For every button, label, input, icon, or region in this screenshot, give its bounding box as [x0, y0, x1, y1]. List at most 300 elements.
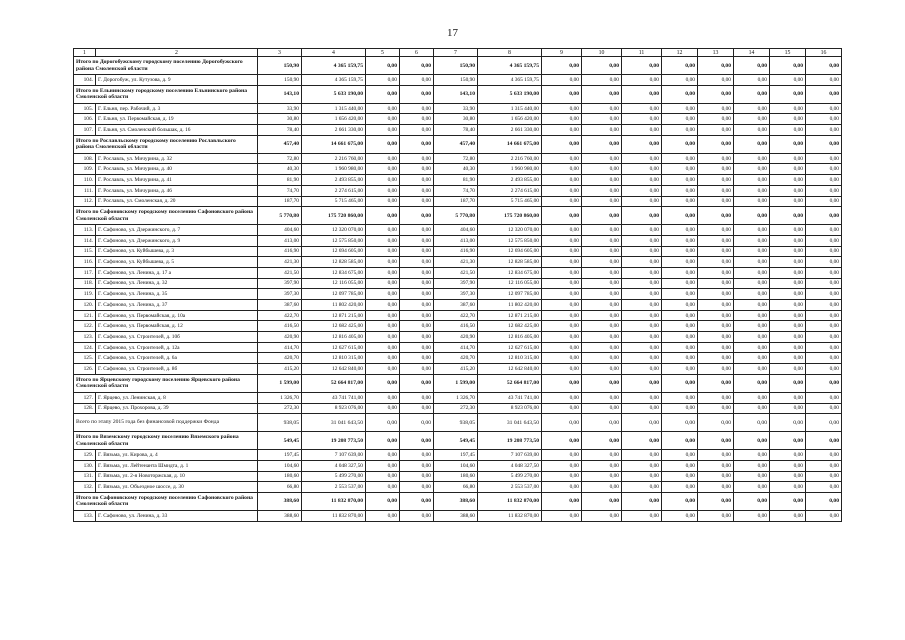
value-cell: 0,00: [806, 185, 842, 196]
row-number: 107.: [74, 125, 96, 136]
value-cell: 0,00: [400, 450, 434, 461]
value-cell: 0,00: [622, 235, 662, 246]
value-cell: 0,00: [662, 403, 698, 414]
value-cell: 1 315 440,00: [302, 103, 366, 114]
value-cell: 0,00: [734, 392, 770, 403]
value-cell: 0,00: [400, 414, 434, 432]
value-cell: 397,30: [434, 289, 478, 300]
value-cell: 0,00: [698, 321, 734, 332]
value-cell: 0,00: [542, 392, 582, 403]
value-cell: 12 834 675,00: [302, 267, 366, 278]
value-cell: 0,00: [662, 492, 698, 510]
value-cell: 0,00: [542, 135, 582, 153]
row-number: 128.: [74, 403, 96, 414]
value-cell: 4 048 327,50: [478, 460, 542, 471]
value-cell: 0,00: [770, 432, 806, 450]
row-address: Г. Сафоново, ул. Ленина, д. 37: [96, 300, 258, 311]
value-cell: 5 633 190,00: [478, 85, 542, 103]
value-cell: 0,00: [622, 342, 662, 353]
value-cell: 0,00: [622, 125, 662, 136]
value-cell: 0,00: [662, 342, 698, 353]
table-row: [74, 510, 842, 521]
value-cell: 12 320 070,00: [478, 225, 542, 236]
row-address: Г. Сафоново, ул. Куйбышева, д. 3: [96, 246, 258, 257]
value-cell: 0,00: [806, 510, 842, 521]
header-cell: 15: [770, 49, 806, 57]
value-cell: 0,00: [622, 175, 662, 186]
value-cell: 0,00: [806, 246, 842, 257]
header-cell: 10: [582, 49, 622, 57]
subtotal-row: [74, 492, 842, 510]
value-cell: 0,00: [698, 196, 734, 207]
value-cell: 12 828 585,00: [478, 257, 542, 268]
value-cell: 2 661 330,00: [302, 125, 366, 136]
value-cell: 0,00: [698, 75, 734, 86]
value-cell: 0,00: [698, 289, 734, 300]
value-cell: 0,00: [806, 332, 842, 343]
row-address: Г. Вязьма, ул. Объездное шоссе, д. 30: [96, 482, 258, 493]
value-cell: 0,00: [662, 432, 698, 450]
value-cell: 0,00: [400, 392, 434, 403]
value-cell: 0,00: [622, 185, 662, 196]
row-address: Г. Вязьма, ул. Лейтенанта Шмидта, д. 1: [96, 460, 258, 471]
value-cell: 0,00: [366, 510, 400, 521]
value-cell: 0,00: [400, 257, 434, 268]
value-cell: 180,60: [258, 471, 302, 482]
table-row: [74, 353, 842, 364]
row-address: Г. Сафоново, ул. Строителей, д. 12а: [96, 342, 258, 353]
row-number: 111.: [74, 185, 96, 196]
value-cell: 0,00: [806, 460, 842, 471]
value-cell: 938,05: [434, 414, 478, 432]
subtotal-row: [74, 57, 842, 75]
row-number: 125.: [74, 353, 96, 364]
value-cell: 0,00: [806, 235, 842, 246]
value-cell: 404,60: [434, 225, 478, 236]
value-cell: 2 493 855,00: [478, 175, 542, 186]
value-cell: 0,00: [734, 492, 770, 510]
value-cell: 12 575 850,00: [302, 235, 366, 246]
value-cell: 0,00: [806, 414, 842, 432]
row-number: 123.: [74, 332, 96, 343]
value-cell: 0,00: [698, 207, 734, 225]
value-cell: 0,00: [366, 114, 400, 125]
value-cell: 0,00: [662, 103, 698, 114]
row-address: Г. Ярцево, ул. Прохорова, д. 39: [96, 403, 258, 414]
value-cell: 0,00: [622, 85, 662, 103]
value-cell: 0,00: [582, 510, 622, 521]
value-cell: 0,00: [770, 353, 806, 364]
value-cell: 0,00: [582, 103, 622, 114]
value-cell: 0,00: [400, 471, 434, 482]
value-cell: 0,00: [734, 510, 770, 521]
value-cell: 0,00: [582, 153, 622, 164]
value-cell: 0,00: [698, 235, 734, 246]
row-address: Г. Сафоново, ул. Строителей, д. 8б: [96, 364, 258, 375]
row-number: 132.: [74, 482, 96, 493]
row-address: Г. Сафоново, ул. Дзержинского, д. 9: [96, 235, 258, 246]
row-address: Г. Рославль, ул. Мичурина, д. 41: [96, 175, 258, 186]
row-number: 118.: [74, 278, 96, 289]
value-cell: 0,00: [698, 342, 734, 353]
table-row: [74, 392, 842, 403]
value-cell: 0,00: [366, 471, 400, 482]
row-number: 106.: [74, 114, 96, 125]
value-cell: 150,90: [258, 75, 302, 86]
value-cell: 4 365 159,75: [302, 75, 366, 86]
value-cell: 0,00: [542, 450, 582, 461]
value-cell: 12 694 605,00: [302, 246, 366, 257]
value-cell: 0,00: [734, 310, 770, 321]
value-cell: 143,10: [434, 85, 478, 103]
value-cell: 74,70: [258, 185, 302, 196]
value-cell: 11 832 870,00: [478, 492, 542, 510]
value-cell: 416,50: [258, 321, 302, 332]
value-cell: 0,00: [542, 103, 582, 114]
row-address: Г. Рославль, ул. Мичурина, д. 40: [96, 164, 258, 175]
subtotal-label: Итого по Рославльскому городскому поселению Рославльского района Смоленской области: [74, 135, 258, 153]
value-cell: 0,00: [770, 374, 806, 392]
value-cell: 0,00: [366, 482, 400, 493]
table-row: [74, 300, 842, 311]
header-cell: 14: [734, 49, 770, 57]
value-cell: 416,90: [434, 246, 478, 257]
value-cell: 0,00: [698, 85, 734, 103]
row-number: 117.: [74, 267, 96, 278]
value-cell: 81,90: [434, 175, 478, 186]
value-cell: 0,00: [366, 289, 400, 300]
value-cell: 0,00: [770, 471, 806, 482]
value-cell: 0,00: [770, 342, 806, 353]
value-cell: 0,00: [582, 374, 622, 392]
value-cell: 0,00: [698, 125, 734, 136]
row-number: 121.: [74, 310, 96, 321]
table-row: [74, 460, 842, 471]
value-cell: 413,00: [434, 235, 478, 246]
value-cell: 0,00: [698, 225, 734, 236]
table-row: [74, 364, 842, 375]
subtotal-row: [74, 374, 842, 392]
value-cell: 0,00: [662, 235, 698, 246]
value-cell: 0,00: [698, 114, 734, 125]
value-cell: 0,00: [698, 153, 734, 164]
value-cell: 0,00: [366, 374, 400, 392]
value-cell: 0,00: [806, 196, 842, 207]
value-cell: 0,00: [542, 175, 582, 186]
value-cell: 0,00: [662, 257, 698, 268]
value-cell: 0,00: [806, 342, 842, 353]
value-cell: 0,00: [734, 321, 770, 332]
value-cell: 0,00: [400, 207, 434, 225]
value-cell: 0,00: [366, 246, 400, 257]
value-cell: 52 664 817,00: [302, 374, 366, 392]
value-cell: 0,00: [582, 332, 622, 343]
value-cell: 0,00: [542, 125, 582, 136]
value-cell: 0,00: [582, 85, 622, 103]
value-cell: 11 832 870,00: [478, 510, 542, 521]
value-cell: 0,00: [662, 482, 698, 493]
value-cell: 0,00: [366, 310, 400, 321]
row-address: Г. Сафоново, ул. Строителей, д. 10б: [96, 332, 258, 343]
value-cell: 0,00: [698, 300, 734, 311]
value-cell: 420,90: [258, 332, 302, 343]
value-cell: 0,00: [806, 85, 842, 103]
value-cell: 150,90: [434, 57, 478, 75]
value-cell: 0,00: [582, 364, 622, 375]
value-cell: 0,00: [622, 482, 662, 493]
value-cell: 12 810 315,00: [478, 353, 542, 364]
value-cell: 0,00: [734, 414, 770, 432]
value-cell: 12 871 215,00: [478, 310, 542, 321]
value-cell: 2 216 760,00: [478, 153, 542, 164]
value-cell: 0,00: [582, 278, 622, 289]
value-cell: 0,00: [806, 289, 842, 300]
row-number: 105.: [74, 103, 96, 114]
value-cell: 0,00: [622, 207, 662, 225]
value-cell: 0,00: [662, 321, 698, 332]
value-cell: 0,00: [770, 85, 806, 103]
table-row: [74, 342, 842, 353]
value-cell: 0,00: [734, 164, 770, 175]
value-cell: 0,00: [734, 300, 770, 311]
value-cell: 0,00: [698, 460, 734, 471]
value-cell: 0,00: [542, 492, 582, 510]
value-cell: 0,00: [806, 135, 842, 153]
value-cell: 0,00: [622, 135, 662, 153]
value-cell: 0,00: [366, 125, 400, 136]
header-cell: 2: [96, 49, 258, 57]
value-cell: 0,00: [806, 403, 842, 414]
value-cell: 0,00: [662, 164, 698, 175]
value-cell: 1 656 420,00: [302, 114, 366, 125]
value-cell: 0,00: [662, 364, 698, 375]
value-cell: 0,00: [806, 432, 842, 450]
value-cell: 0,00: [770, 153, 806, 164]
value-cell: 549,45: [258, 432, 302, 450]
value-cell: 0,00: [622, 492, 662, 510]
header-cell: 4: [302, 49, 366, 57]
table-row: [74, 75, 842, 86]
value-cell: 0,00: [698, 257, 734, 268]
value-cell: 0,00: [698, 332, 734, 343]
value-cell: 0,00: [582, 321, 622, 332]
value-cell: 0,00: [662, 207, 698, 225]
subtotal-row: [74, 135, 842, 153]
value-cell: 0,00: [622, 510, 662, 521]
value-cell: 387,60: [258, 300, 302, 311]
value-cell: 0,00: [366, 403, 400, 414]
value-cell: 0,00: [770, 196, 806, 207]
value-cell: 0,00: [582, 164, 622, 175]
value-cell: 0,00: [770, 135, 806, 153]
value-cell: 0,00: [734, 75, 770, 86]
value-cell: 0,00: [400, 103, 434, 114]
value-cell: 0,00: [542, 353, 582, 364]
value-cell: 0,00: [400, 492, 434, 510]
value-cell: 0,00: [622, 196, 662, 207]
table-row: [74, 482, 842, 493]
value-cell: 0,00: [770, 246, 806, 257]
value-cell: 19 208 773,50: [302, 432, 366, 450]
value-cell: 0,00: [662, 135, 698, 153]
value-cell: 0,00: [734, 432, 770, 450]
value-cell: 0,00: [770, 207, 806, 225]
value-cell: 78,40: [258, 125, 302, 136]
value-cell: 5 499 270,00: [302, 471, 366, 482]
value-cell: 12 810 315,00: [302, 353, 366, 364]
value-cell: 0,00: [734, 374, 770, 392]
value-cell: 0,00: [806, 57, 842, 75]
value-cell: 0,00: [622, 57, 662, 75]
value-cell: 0,00: [770, 300, 806, 311]
header-cell: 5: [366, 49, 400, 57]
value-cell: 0,00: [582, 125, 622, 136]
value-cell: 0,00: [734, 332, 770, 343]
value-cell: 0,00: [542, 403, 582, 414]
value-cell: 0,00: [770, 392, 806, 403]
value-cell: 43 741 741,00: [478, 392, 542, 403]
value-cell: 0,00: [662, 114, 698, 125]
value-cell: 0,00: [734, 185, 770, 196]
table-row: [74, 321, 842, 332]
value-cell: 2 216 760,00: [302, 153, 366, 164]
value-cell: 0,00: [622, 332, 662, 343]
value-cell: 272,30: [434, 403, 478, 414]
subtotal-row: [74, 207, 842, 225]
value-cell: 0,00: [734, 267, 770, 278]
value-cell: 0,00: [542, 278, 582, 289]
value-cell: 0,00: [366, 207, 400, 225]
value-cell: 0,00: [770, 364, 806, 375]
value-cell: 0,00: [542, 310, 582, 321]
value-cell: 1 315 440,00: [478, 103, 542, 114]
value-cell: 0,00: [582, 267, 622, 278]
value-cell: 52 664 817,00: [478, 374, 542, 392]
header-cell: 11: [622, 49, 662, 57]
value-cell: 0,00: [366, 321, 400, 332]
value-cell: 0,00: [400, 310, 434, 321]
value-cell: 0,00: [806, 278, 842, 289]
value-cell: 0,00: [366, 460, 400, 471]
value-cell: 0,00: [698, 492, 734, 510]
value-cell: 11 802 420,00: [302, 300, 366, 311]
value-cell: 0,00: [366, 225, 400, 236]
value-cell: 12 816 405,00: [302, 332, 366, 343]
value-cell: 0,00: [582, 432, 622, 450]
value-cell: 0,00: [366, 235, 400, 246]
value-cell: 0,00: [698, 450, 734, 461]
value-cell: 0,00: [542, 432, 582, 450]
value-cell: 0,00: [806, 114, 842, 125]
value-cell: 0,00: [366, 278, 400, 289]
value-cell: 1 960 980,00: [302, 164, 366, 175]
value-cell: 43 741 741,00: [302, 392, 366, 403]
value-cell: 0,00: [542, 267, 582, 278]
value-cell: 0,00: [582, 225, 622, 236]
value-cell: 421,30: [258, 257, 302, 268]
value-cell: 388,60: [434, 510, 478, 521]
value-cell: 0,00: [400, 403, 434, 414]
row-address: Г. Ельня, ул. Смоленский большак, д. 16: [96, 125, 258, 136]
row-address: Г. Сафоново, ул. Куйбышева, д. 5: [96, 257, 258, 268]
value-cell: 0,00: [662, 450, 698, 461]
subtotal-label: Итого по Вяземскому городскому поселению Вяземского района Смоленской области: [74, 432, 258, 450]
value-cell: 1 960 980,00: [478, 164, 542, 175]
value-cell: 0,00: [662, 300, 698, 311]
header-cell: 6: [400, 49, 434, 57]
value-cell: 0,00: [770, 164, 806, 175]
table-row: [74, 246, 842, 257]
row-address: Г. Сафоново, ул. Первомайская, д. 10а: [96, 310, 258, 321]
value-cell: 0,00: [622, 75, 662, 86]
value-cell: 4 048 327,50: [302, 460, 366, 471]
value-cell: 0,00: [400, 185, 434, 196]
value-cell: 0,00: [698, 278, 734, 289]
value-cell: 0,00: [806, 471, 842, 482]
value-cell: 0,00: [582, 246, 622, 257]
value-cell: 0,00: [542, 164, 582, 175]
value-cell: 0,00: [542, 235, 582, 246]
value-cell: 0,00: [400, 135, 434, 153]
value-cell: 0,00: [662, 153, 698, 164]
value-cell: 4 365 159,75: [302, 57, 366, 75]
row-address: Г. Сафоново, ул. Первомайская, д. 12: [96, 321, 258, 332]
value-cell: 0,00: [582, 414, 622, 432]
value-cell: 104,60: [434, 460, 478, 471]
table-row: [74, 164, 842, 175]
value-cell: 0,00: [582, 471, 622, 482]
value-cell: 0,00: [542, 85, 582, 103]
value-cell: 0,00: [698, 185, 734, 196]
value-cell: 0,00: [622, 114, 662, 125]
value-cell: 0,00: [662, 125, 698, 136]
value-cell: 81,90: [258, 175, 302, 186]
value-cell: 0,00: [542, 471, 582, 482]
header-cell: 1: [74, 49, 96, 57]
value-cell: 0,00: [400, 482, 434, 493]
value-cell: 0,00: [622, 246, 662, 257]
value-cell: 0,00: [734, 289, 770, 300]
row-number: 119.: [74, 289, 96, 300]
value-cell: 0,00: [734, 460, 770, 471]
value-cell: 0,00: [582, 207, 622, 225]
value-cell: 4 365 159,75: [478, 75, 542, 86]
value-cell: 0,00: [582, 403, 622, 414]
value-cell: 0,00: [400, 300, 434, 311]
value-cell: 19 208 773,50: [478, 432, 542, 450]
row-number: 120.: [74, 300, 96, 311]
value-cell: 8 923 076,00: [302, 403, 366, 414]
value-cell: 2 661 330,00: [478, 125, 542, 136]
value-cell: 0,00: [366, 153, 400, 164]
value-cell: 0,00: [770, 332, 806, 343]
value-cell: 397,30: [258, 289, 302, 300]
value-cell: 0,00: [698, 374, 734, 392]
value-cell: 0,00: [662, 278, 698, 289]
value-cell: 0,00: [400, 196, 434, 207]
value-cell: 0,00: [400, 342, 434, 353]
value-cell: 0,00: [542, 414, 582, 432]
value-cell: 5 715 465,00: [302, 196, 366, 207]
value-cell: 2 553 537,00: [302, 482, 366, 493]
value-cell: 0,00: [542, 114, 582, 125]
value-cell: 0,00: [734, 471, 770, 482]
value-cell: 0,00: [734, 175, 770, 186]
value-cell: 2 274 615,00: [302, 185, 366, 196]
value-cell: 0,00: [400, 289, 434, 300]
value-cell: 12 682 425,00: [478, 321, 542, 332]
value-cell: 0,00: [662, 57, 698, 75]
